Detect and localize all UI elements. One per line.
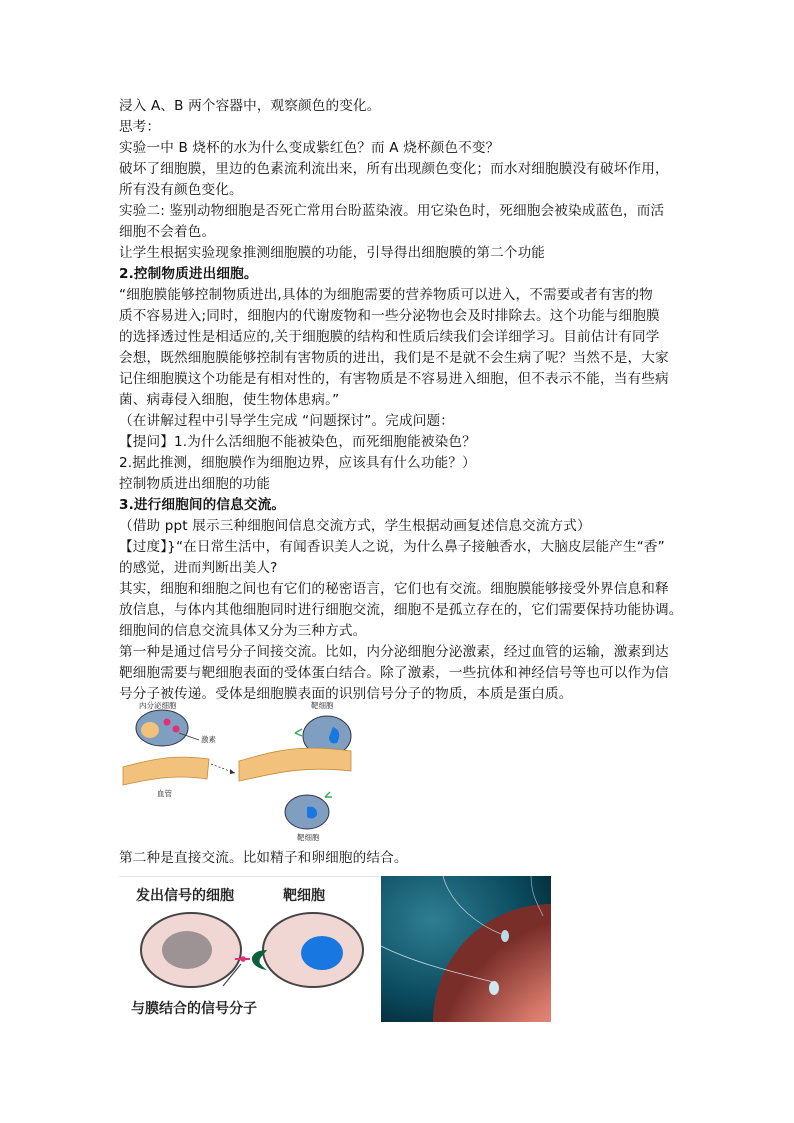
paragraph-line: 第一种是通过信号分子间接交流。比如，内分泌细胞分泌激素，经过血管的运输，激素到达	[119, 644, 669, 660]
paragraph-line: 【过度】}“在日常生活中，有闻香识美人之说，为什么鼻子接触香水，大脑皮层能产生“香”	[119, 539, 665, 555]
paragraph-line: 第二种是直接交流。比如精子和卵细胞的结合。	[119, 850, 408, 866]
paragraph-line: （在讲解过程中引导学生完成 “问题探讨”。完成问题：	[119, 413, 454, 429]
hormone-vesicle	[164, 719, 171, 726]
target-nucleus	[301, 936, 343, 970]
paragraph-line: 放信息，与体内其他细胞同时进行细胞交流，细胞不是孤立存在的，它们需要保持功能协调。	[119, 602, 683, 618]
question-line: 【提问】1.为什么活细胞不能被染色，而死细胞能被染色？	[119, 434, 476, 450]
signal-molecule	[240, 956, 246, 962]
hormone-label: 激素	[201, 735, 216, 744]
endocrine-nucleus	[141, 722, 159, 738]
target-cell-label: 靶细胞	[283, 888, 325, 904]
sperm-egg-photo	[381, 876, 551, 1022]
section-heading: 3.进行细胞间的信息交流。	[119, 497, 286, 513]
section-heading: 2.控制物质进出细胞。	[119, 266, 258, 282]
document-body	[119, 96, 685, 705]
paragraph-line: 会想，既然细胞膜能够控制有害物质的进出，我们是不是就不会生病了呢？当然不是，大家	[119, 350, 669, 366]
paragraph-line: 号分子被传递。受体是细胞膜表面的识别信号分子的物质，本质是蛋白质。	[119, 686, 573, 702]
paragraph-line: 靶细胞需要与靶细胞表面的受体蛋白结合。除了激素，一些抗体和神经信号等也可以作为信	[119, 665, 669, 681]
paragraph-line: 细胞不会着色。	[119, 224, 216, 240]
paragraph-line: 控制物质进出细胞的功能	[119, 476, 271, 492]
target-cell-label-top: 靶细胞	[311, 701, 334, 710]
endocrine-signaling-figure	[119, 697, 355, 843]
blood-vessel-label: 血管	[157, 789, 172, 798]
paragraph-line: “细胞膜能够控制物质进出,具体的为细胞需要的营养物质可以进入，不需要或者有害的物	[119, 287, 653, 303]
paragraph-line: 记住细胞膜这个功能是有相对性的，有害物质是不容易进入细胞，但不表示不能，当有些病	[119, 371, 669, 387]
paragraph-line: 质不容易进入;同时，细胞内的代谢废物和一些分泌物也会及时排除去。这个功能与细胞膜	[119, 308, 660, 324]
sender-nucleus	[162, 931, 212, 969]
blood-vessel-right	[239, 748, 351, 781]
paragraph-line: 浸入 A、B 两个容器中，观察颜色的变化。	[119, 98, 381, 114]
paragraph-line: 实验二: 鉴别动物细胞是否死亡常用台盼蓝染液。用它染色时，死细胞会被染成蓝色，而活	[119, 203, 665, 219]
paragraph-line: 的选择透过性是相适应的,关于细胞膜的结构和性质后续我们会详细学习。目前估计有同学	[119, 329, 660, 345]
receptor-icon	[295, 729, 302, 736]
question-line: 2.据此推测，细胞膜作为细胞边界，应该具有什么功能？）	[119, 455, 476, 471]
paragraph-line: 让学生根据实验现象推测细胞膜的功能，引导得出细胞膜的第二个功能	[119, 245, 546, 261]
paragraph-line: 思考：	[119, 119, 161, 135]
receptor-icon	[325, 792, 332, 797]
paragraph-line: 破坏了细胞膜，里边的色素流利流出来，所有出现颜色变化；而水对细胞膜没有破坏作用，	[119, 161, 669, 177]
arrowhead-icon	[230, 769, 235, 774]
paragraph-line: 细胞间的信息交流具体又分为三种方式。	[119, 623, 367, 639]
paragraph-line: 的感觉，进而判断出美人?	[119, 560, 278, 576]
target-cell-label-bottom: 靶细胞	[297, 833, 320, 842]
paragraph-line: （借助 ppt 展示三种细胞间信息交流方式，学生根据动画复述信息交流方式）	[119, 518, 591, 534]
paragraph-line: 菌、病毒侵入细胞，使生物体患病。”	[119, 392, 340, 408]
paragraph-line: 所有没有颜色变化。	[119, 182, 243, 198]
blood-vessel-left	[123, 757, 209, 785]
signal-molecule-label: 与膜结合的信号分子	[131, 1001, 257, 1017]
sperm-head	[501, 930, 509, 942]
paragraph-line: 实验一中 B 烧杯的水为什么变成紫红色？而 A 烧杯颜色不变？	[119, 140, 500, 156]
endocrine-cell-label: 内分泌细胞	[139, 701, 177, 710]
paragraph-line: 其实，细胞和细胞之间也有它们的秘密语言，它们也有交流。细胞膜能够接受外界信息和释	[119, 581, 669, 597]
hormone-vesicle	[173, 726, 180, 733]
sperm-head	[489, 981, 499, 995]
direct-contact-figure	[119, 876, 381, 1022]
sender-cell-label: 发出信号的细胞	[136, 888, 234, 904]
